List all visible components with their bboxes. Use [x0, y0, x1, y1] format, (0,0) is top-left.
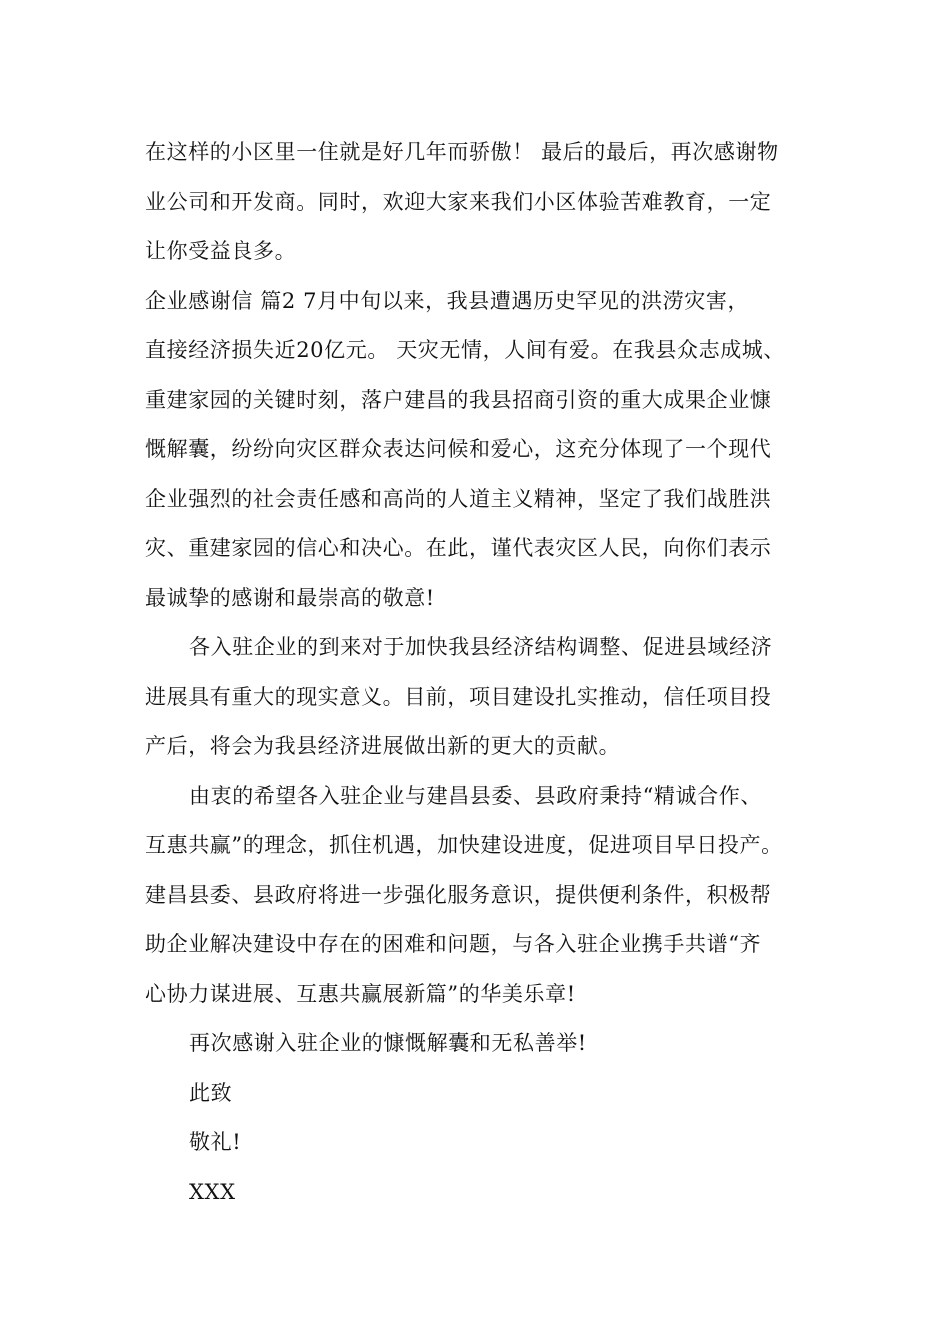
text-line: 在这样的小区里一住就是好几年而骄傲！ 最后的最后，再次感谢物	[145, 140, 779, 164]
salutation-line: 此致	[189, 1080, 233, 1105]
text-line: 最诚挚的感谢和最崇高的敬意!	[145, 585, 435, 610]
text-line: 企业强烈的社会责任感和高尚的人道主义精神，坚定了我们战胜洪	[145, 486, 772, 511]
text-line: 业公司和开发商。同时，欢迎大家来我们小区体验苦难教育，一定	[145, 189, 772, 214]
section-heading-line: 企业感谢信 篇2 7月中旬以来，我县遭遇历史罕见的洪涝灾害，	[145, 288, 750, 313]
text-line: 直接经济损失近20亿元。 天灾无情，人间有爱。在我县众志成城、	[145, 338, 785, 362]
text-line: 互惠共赢”的理念，抓住机遇，加快建设进度，促进项目早日投产。	[145, 833, 783, 857]
paragraph-start-line: 各入驻企业的到来对于加快我县经济结构调整、促进县域经济	[189, 635, 773, 659]
text-line: 重建家园的关键时刻，落户建昌的我县招商引资的重大成果企业慷	[145, 387, 772, 412]
text-line: 进展具有重大的现实意义。目前，项目建设扎实推动，信任项目投	[145, 684, 772, 709]
text-line: 助企业解决建设中存在的困难和问题，与各入驻企业携手共谱“齐	[145, 932, 762, 956]
closing-thanks-line: 再次感谢入驻企业的慷慨解囊和无私善举!	[189, 1031, 587, 1055]
signature-line: XXX	[189, 1179, 236, 1204]
salutation-line: 敬礼!	[189, 1130, 242, 1154]
text-line: 产后，将会为我县经济进展做出新的更大的贡献。	[145, 734, 621, 758]
paragraph-start-line: 由衷的希望各入驻企业与建昌县委、县政府秉持“精诚合作、	[189, 783, 762, 808]
text-line: 让你受益良多。	[145, 239, 297, 263]
text-line: 心协力谋进展、互惠共赢展新篇”的华美乐章!	[145, 981, 576, 1006]
document-page	[145, 128, 815, 1217]
text-line: 建昌县委、县政府将进一步强化服务意识，提供便利条件，积极帮	[145, 882, 772, 907]
text-line: 慨解囊，纷纷向灾区群众表达问候和爱心，这充分体现了一个现代	[145, 437, 772, 461]
text-line: 灾、重建家园的信心和决心。在此，谨代表灾区人民，向你们表示	[145, 536, 772, 560]
